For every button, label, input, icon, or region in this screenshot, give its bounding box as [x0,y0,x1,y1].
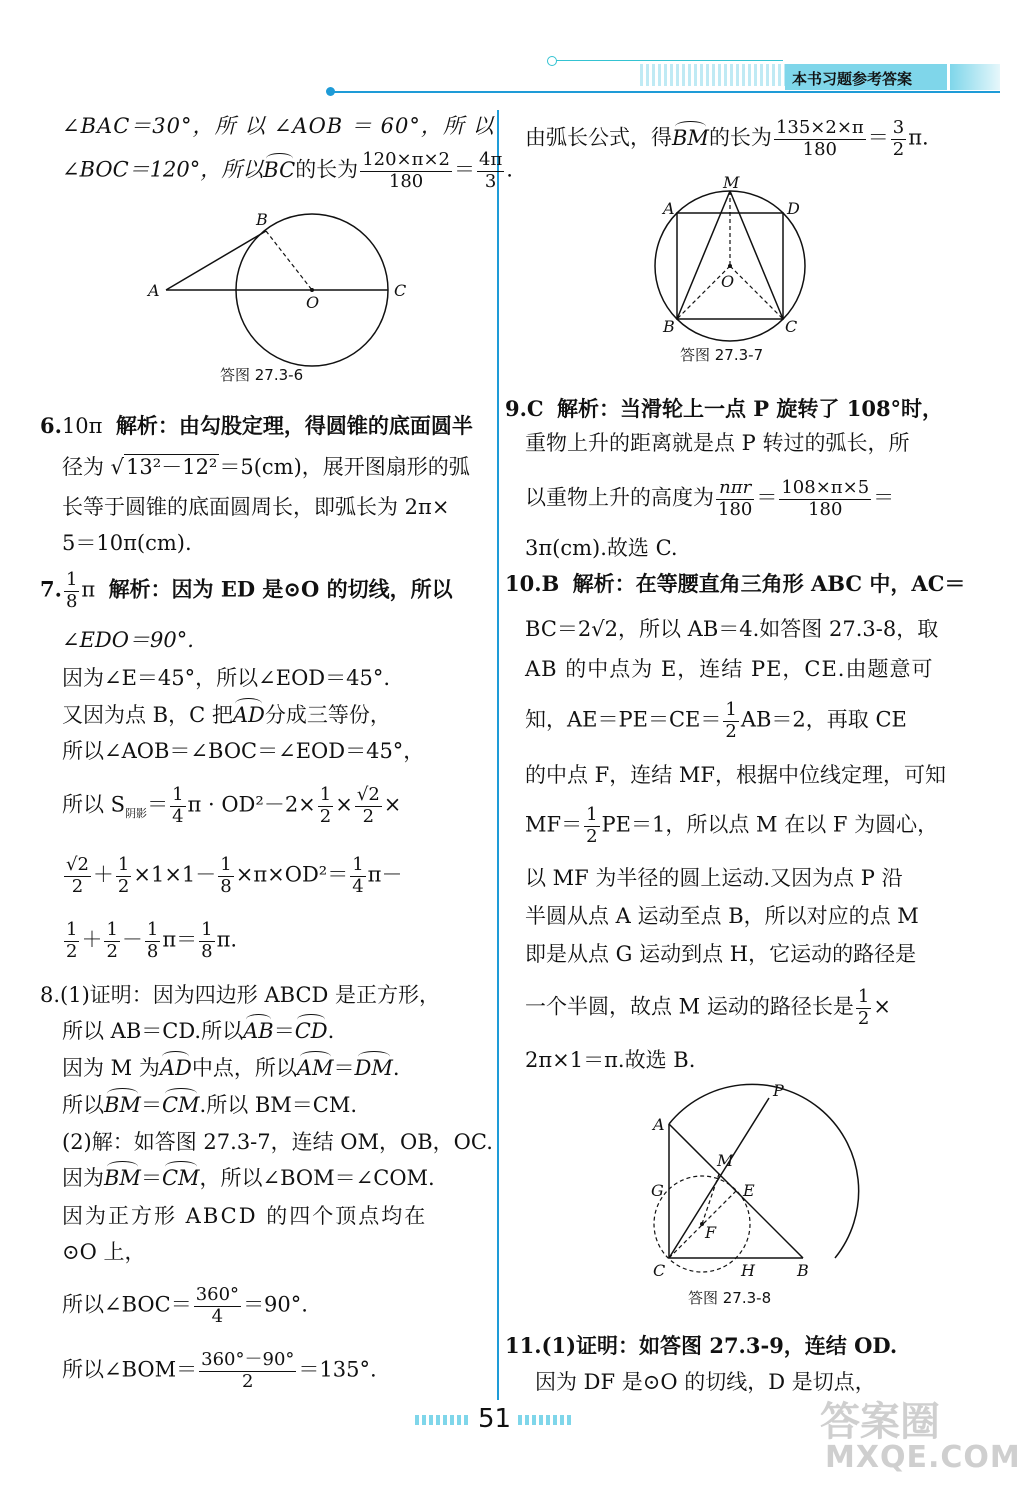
header-line-upper [553,60,783,61]
text-line: 所以∠AOB＝∠BOC＝∠EOD＝45°， [62,739,425,763]
fraction: $\frac{1}{2}$ [586,804,598,847]
text-line: 又因为点 B，C 把AD分成三等份， [62,703,391,727]
fraction: $\frac{1}{2}$ [319,784,332,827]
fraction: $\frac{1}{2}$ [857,986,870,1029]
fraction: $\frac{1}{2}$ [725,699,737,742]
text-line: 因为 M 为AD中点，所以AM＝DM. [62,1056,400,1080]
fraction: $\frac{3}{2}$ [892,117,905,160]
column-divider [497,110,499,1400]
fraction: $\frac{√2}{2}$ [66,854,89,897]
text-line: 因为BM＝CM，所以∠BOM＝∠COM. [62,1166,435,1190]
text-line: ∠BOC＝120°，所以BC的长为 $\frac{120\times\pi\times 2}{180}$ ＝ $\frac{4\pi}{3}$ . [62,149,513,192]
text-line: MF＝ $\frac{1}{2}$ PE＝1，所以点 M 在以 F 为圆心， [525,804,939,847]
label-o: O [306,293,320,312]
footer-deco-left [415,1415,470,1425]
text-line: 11.(1)证明：如答图 27.3-9，连结 OD. [505,1333,898,1358]
label-b: B [256,210,268,229]
text-line: 所以∠BOC＝ $\frac{360^\circ}{4}$ ＝90°. [62,1284,308,1327]
label-o: O [721,272,735,291]
fraction: $\frac{360^\circ}{4}$ [195,1284,240,1327]
text-line: 重物上升的距离就是点 P 转过的弧长，所 [525,431,910,455]
figure-27-3-7 [653,172,833,342]
fraction: $\frac{135\times 2\times\pi}{180}$ [775,117,864,160]
text-line: 以重物上升的高度为 $\frac{\text{nπr}}{180}$ ＝ $\frac{108\times\pi\times 5}{180}$ ＝ [525,477,895,520]
page-number: 51 [478,1404,512,1434]
text-line: 所以 AB＝CD.所以AB＝CD. [62,1019,335,1043]
label-e: E [743,1181,755,1200]
label-b: B [797,1261,809,1280]
text-line: 以 MF 为半径的圆上运动.又因为点 P 沿 [525,866,903,890]
fraction: $\frac{√2}{2}$ [356,784,380,827]
text-line: 因为∠E＝45°，所以∠EOD＝45°. [62,666,391,690]
text-line: 一个半圆，故点 M 运动的路径长是 $\frac{1}{2}$ × [525,986,891,1029]
text-line: 8.(1)证明：因为四边形 ABCD 是正方形， [40,983,441,1007]
text-line: AB 的中点为 E，连结 PE，CE.由题意可 [525,657,934,681]
label-f: F [705,1223,717,1242]
figure-caption: 答图 27.3-7 [680,346,764,364]
fraction: $\frac{\text{nπr}}{180}$ [718,477,753,520]
label-p: P [773,1081,784,1100]
text-line: 所以BM＝CM.所以 BM＝CM. [62,1093,358,1117]
text-line: 所以∠BOM＝ $\frac{360^\circ-90^\circ}{2}$ ＝135°. [62,1349,377,1392]
text-line: BC＝2√2，所以 AB＝4.如答图 27.3-8，取 [525,617,939,641]
label-m: M [723,173,740,192]
fraction: $\frac{1}{2}$ [66,919,78,962]
text-line: 9.C 解析：当滑轮上一点 P 旋转了 108°时， [505,396,944,421]
fraction: $\frac{360^\circ-90^\circ}{2}$ [201,1349,295,1392]
fraction: $\frac{1}{8}$ [201,919,213,962]
header-title: 本书习题参考答案 [792,70,913,88]
fraction: $\frac{1}{4}$ [172,784,184,827]
header-dot [547,56,557,66]
label-a: A [148,281,160,300]
text-line: 6.10π 解析：由勾股定理，得圆锥的底面圆半 [40,413,473,438]
text-line: 5＝10π(cm). [62,531,192,555]
header-dot-2 [326,87,335,96]
text-line: 由弧长公式，得BM的长为 $\frac{135\times 2\times\pi}{180}$ ＝ $\frac{3}{2}$ π. [525,117,929,160]
figure-27-3-6 [142,205,422,365]
text-line: 因为正方形 ABCD 的四个顶点均在 [62,1204,428,1228]
label-g: G [651,1181,664,1200]
text-line: 3π(cm).故选 C. [525,536,678,560]
fraction: $\frac{1}{2}$ [106,919,118,962]
watermark-logo: 答案圈 [820,1399,940,1445]
fraction: $\frac{1}{4}$ [352,854,364,897]
figure-caption: 答图 27.3-8 [688,1289,772,1307]
fraction: $\frac{108\times\pi\times 5}{180}$ [781,477,870,520]
text-line: 半圆从点 A 运动至点 B，所以对应的点 M [525,904,919,928]
text-line: 7. $\frac{1}{8}$ π 解析：因为 ED 是⊙O 的切线，所以 [40,569,453,612]
label-c: C [785,317,798,336]
label-a: A [663,199,675,218]
text-line: $\frac{√2}{2}$ ＋ $\frac{1}{2}$ ×1×1－ $\frac{1}{8}$ ×π×OD²＝ $\frac{1}{4}$ π－ [66,854,403,897]
text-line: 10.B 解析：在等腰直角三角形 ABC 中，AC＝ [505,571,966,596]
label-h: H [741,1261,755,1280]
label-c: C [394,281,407,300]
label-d: D [787,199,800,218]
watermark-url: MXQE.COM [825,1440,1021,1475]
text-line: ⊙O 上， [62,1240,146,1264]
text-line: ∠EDO＝90°. [62,628,194,652]
text-line: 的中点 F，连结 MF，根据中位线定理，可知 [525,763,946,787]
text-line: 因为 DF 是⊙O 的切线，D 是切点， [535,1370,876,1394]
text-line: 径为 √13²－12²＝5(cm)，展开图扇形的弧 [62,455,470,479]
figure-27-3-8 [645,1080,845,1285]
label-b: B [663,317,675,336]
text-line: 所以 $S_{阴影}=$ $\frac{1}{4}$ π · OD²－2× $\frac{1}{2}$ × $\frac{√2}{2}$ × [62,784,402,827]
text-line: 知，AE＝PE＝CE＝ $\frac{1}{2}$ AB＝2，再取 CE [525,699,907,742]
text-line: 即是从点 G 运动到点 H，它运动的路径是 [525,942,917,966]
header-stripe [640,64,785,86]
text-line: 2π×1＝π.故选 B. [525,1048,696,1072]
text-line: 长等于圆锥的底面圆周长，即弧长为 2π× [62,495,450,519]
header-tail [950,64,1000,90]
label-a: A [653,1115,665,1134]
text-line: (2)解：如答图 27.3-7，连结 OM，OB，OC. [62,1130,493,1154]
fraction: $\frac{1}{2}$ [117,854,130,897]
fraction: $\frac{1}{8}$ [65,569,78,612]
text-line: ∠BAC＝30°，所 以 ∠AOB ＝ 60°，所 以 [62,114,495,138]
header-line [330,91,1000,93]
label-c: C [653,1261,666,1280]
label-m: M [717,1151,734,1170]
footer-deco-right [518,1415,573,1425]
fraction: $\frac{1}{8}$ [146,919,159,962]
fraction: $\frac{4\pi}{3}$ [479,149,503,192]
fraction: $\frac{120\times\pi\times 2}{180}$ [362,149,450,192]
text-line: $\frac{1}{2}$ ＋ $\frac{1}{2}$ － $\frac{1}{8}$ π＝ $\frac{1}{8}$ π. [66,919,238,962]
figure-caption: 答图 27.3-6 [220,366,304,384]
fraction: $\frac{1}{8}$ [220,854,232,897]
